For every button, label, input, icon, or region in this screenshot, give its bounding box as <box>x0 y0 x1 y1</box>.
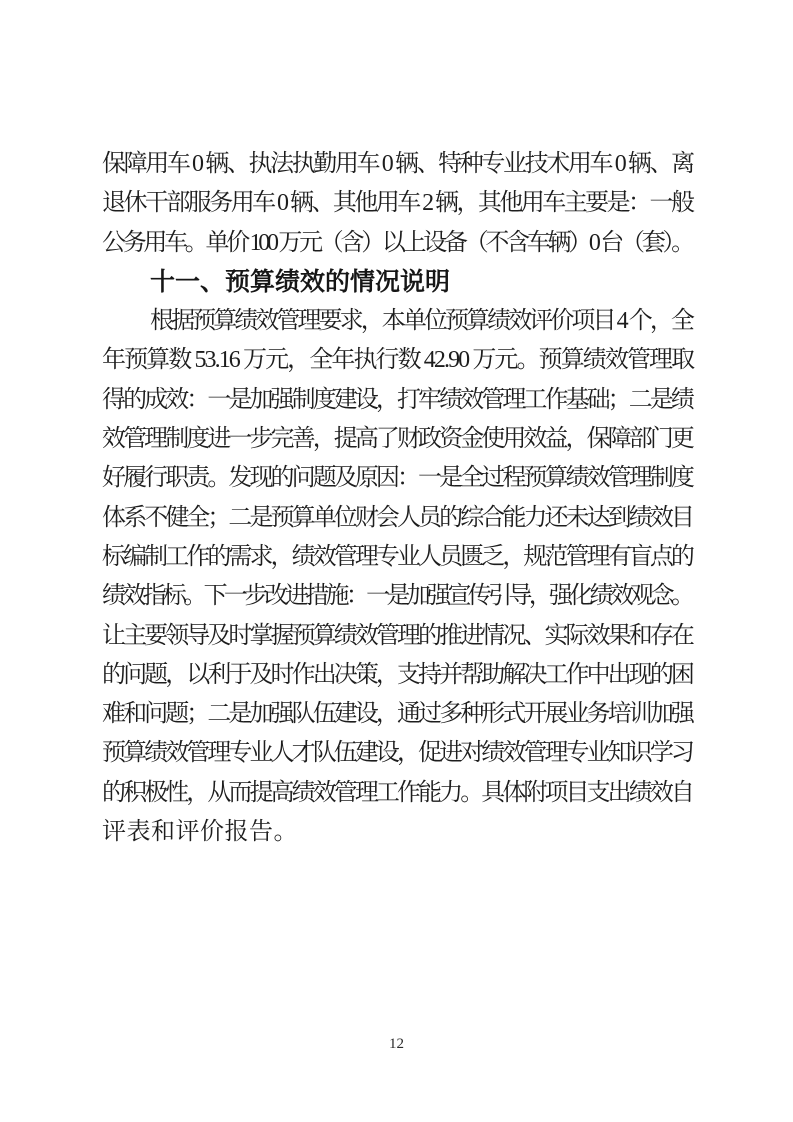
text-line: 绩效指标。下一步改进措施：一是加强宣传引导，强化绩效观念。 <box>102 583 692 610</box>
text-line: 让主要领导及时掌握预算绩效管理的推进情况、实际效果和存在 <box>102 622 692 649</box>
text-line: 难和问题；二是加强队伍建设，通过多种形式开展业务培训加强 <box>102 701 692 728</box>
text-line: 效管理制度进一步完善，提高了财政资金使用效益，保障部门更 <box>102 426 692 453</box>
text-line: 的问题，以利于及时作出决策，支持并帮助解决工作中出现的困 <box>102 661 692 688</box>
text-line: 预算绩效管理专业人才队伍建设，促进对绩效管理专业知识学习 <box>102 740 692 767</box>
text-line: 得的成效：一是加强制度建设，打牢绩效管理工作基础；二是绩 <box>102 386 692 413</box>
text-line: 保障用车 0 辆、执法执勤用车 0 辆、特种专业技术用车 0 辆、离 <box>102 151 693 177</box>
text-content <box>102 145 695 852</box>
text-line: 标编制工作的需求，绩效管理专业人员匮乏，规范管理有盲点的 <box>102 543 692 570</box>
text-line: 的积极性，从而提高绩效管理工作能力。具体附项目支出绩效自 <box>102 779 692 806</box>
text-line: 退休干部服务用车 0 辆、其他用车 2 辆，其他用车主要是：一般 <box>102 190 693 217</box>
text-line: 好履行职责。发现的问题及原因：一是全过程预算绩效管理制度 <box>102 465 692 492</box>
text-line: 年预算数 53.16 万元，全年执行数 42.90 万元。预算绩效管理取 <box>102 347 694 374</box>
text-line: 体系不健全；二是预算单位财会人员的综合能力还未达到绩效目 <box>102 504 692 531</box>
paragraph-vehicle-equipment <box>102 145 695 263</box>
text-line: 公务用车。单价 100 万元（含）以上设备（不含车辆）0 台（套）。 <box>102 229 692 256</box>
text-line: 根据预算绩效管理要求，本单位预算绩效评价项目 4 个，全 <box>150 308 692 335</box>
section-heading: 十一、预算绩效的情况说明 <box>150 267 451 296</box>
paragraph-budget-performance <box>102 302 695 852</box>
text-line: 评表和评价报告。 <box>102 819 298 846</box>
page-number: 12 <box>389 1036 404 1052</box>
